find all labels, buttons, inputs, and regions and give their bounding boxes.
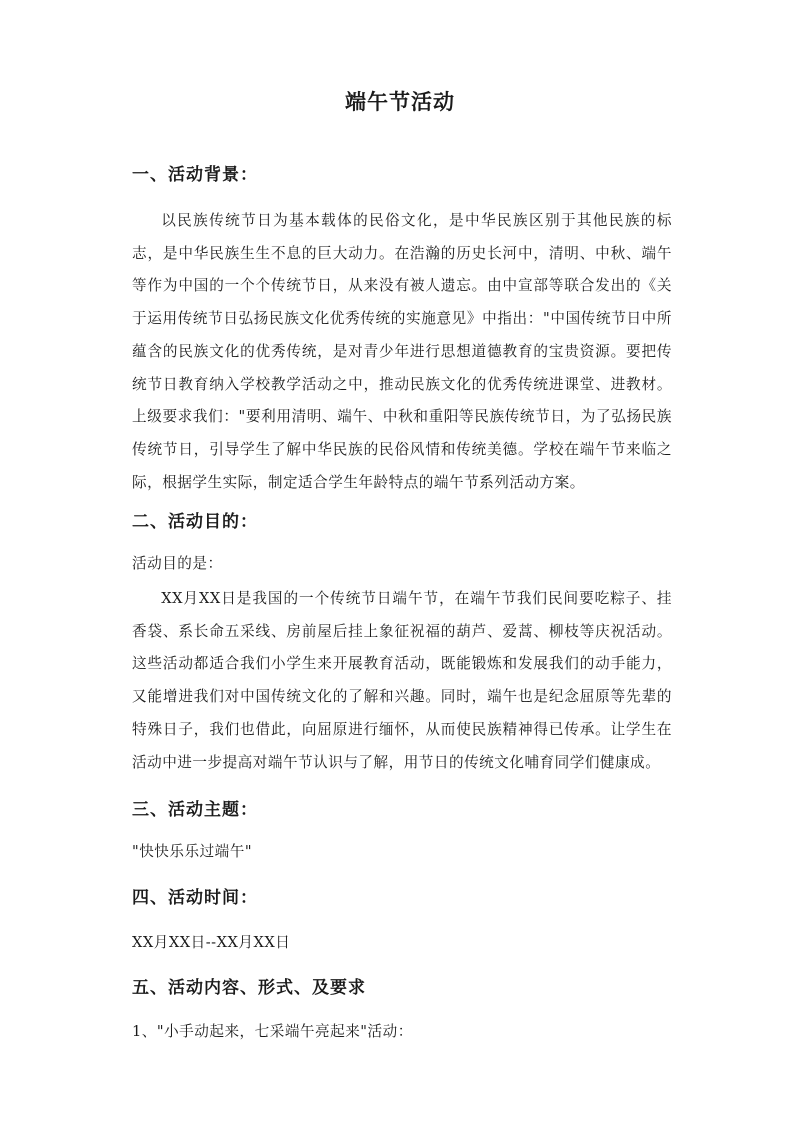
section-heading-content: 五、活动内容、形式、及要求 — [132, 978, 366, 998]
document-title: 端午节活动 — [345, 90, 455, 114]
theme-text: "快快乐乐过端午" — [132, 843, 253, 860]
section-heading-time: 四、活动时间： — [132, 888, 258, 908]
background-paragraph: 以民族传统节日为基本载体的民俗文化，是中华民族区别于其他民族的标志，是中华民族生生不息的巨大动力。在浩瀚的历史长河中，清明、中秋、端午等作为中国的一个个传统节日，从来没有被人遗忘。由中宣部等联合发出的《关于运用传统节日弘扬民族文化优秀传统的实施意见》中指出："中国传统节日中所蕴含的民族文化的优秀传统，是对青少年进行思想道德教育的宝贵资源。要把传统节日教育纳入学校教学活动之中，推动民族文化的优秀传统进课堂、进教材。上级要求我们："要利用清明、端午、中秋和重阳等民族传统节日，为了弘扬民族传统节日，引导学生了解中华民族的民俗风情和传统美德。学校在端午节来临之际，根据学生实际，制定适合学生年龄特点的端午节系列活动方案。 — [132, 212, 672, 491]
time-text: XX月XX日--XX月XX日 — [132, 934, 291, 951]
purpose-intro: 活动目的是： — [132, 555, 223, 572]
content-item-1: 1、"小手动起来，七采端午亮起来"活动： — [132, 1023, 413, 1040]
section-heading-background: 一、活动背景： — [132, 165, 258, 185]
section-heading-theme: 三、活动主题： — [132, 800, 258, 820]
section-heading-purpose: 二、活动目的： — [132, 512, 258, 532]
purpose-paragraph: XX月XX日是我国的一个传统节日端午节，在端午节我们民间要吃粽子、挂香袋、系长命五采线、房前屋后挂上象征祝福的葫芦、爱蒿、柳枝等庆祝活动。这些活动都适合我们小学生来开展教育活动，既能锻炼和发展我们的动手能力，又能增进我们对中国传统文化的了解和兴趣。同时，端午也是纪念屈原等先辈的特殊日子，我们也借此，向屈原进行缅怀，从而使民族精神得已传承。让学生在活动中进一步提高对端午节认识与了解，用节日的传统文化哺育同学们健康成。 — [132, 590, 672, 771]
